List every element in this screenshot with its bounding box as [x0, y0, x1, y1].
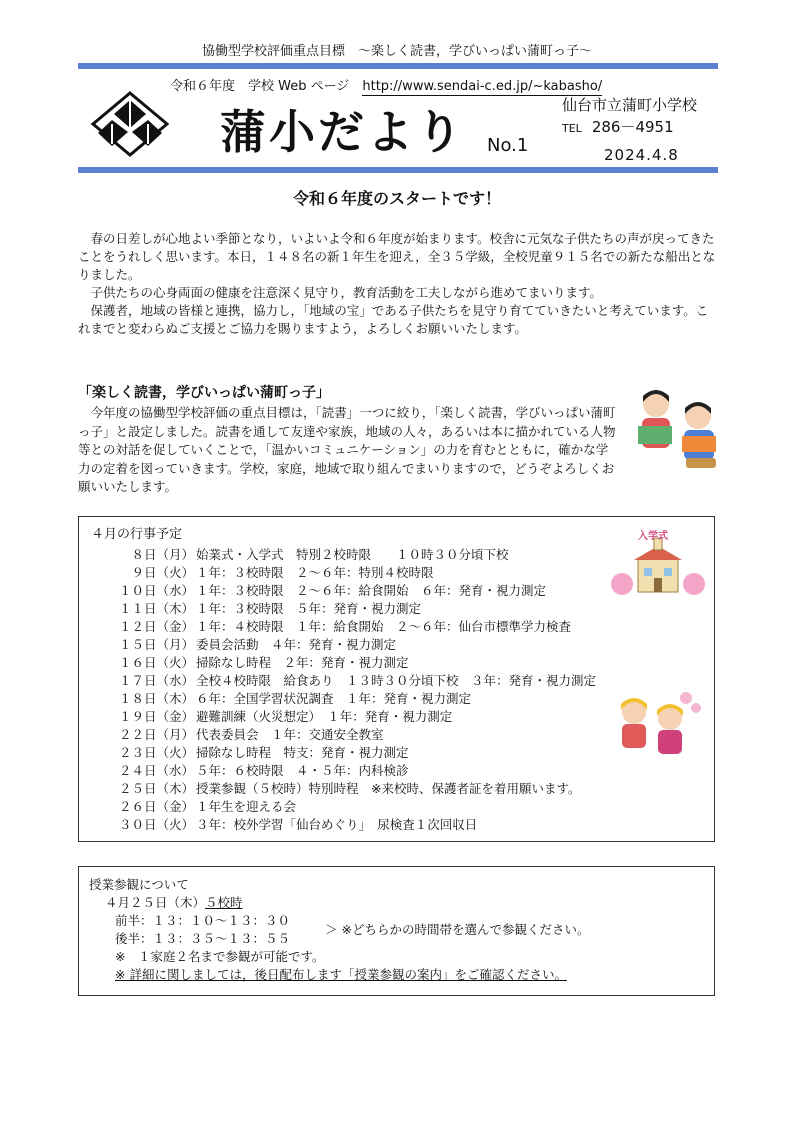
event-row: １１日（木） １年：３校時限 ５年：発育・視力測定 — [118, 601, 422, 616]
events-title: ４月の行事予定 — [91, 527, 183, 542]
event-row: ２２日（月） 代表委員会 １年：交通安全教室 — [118, 727, 384, 742]
main-heading: 令和６年度のスタートです！ — [292, 189, 501, 208]
event-row: １８日（木） ６年：全国学習状況調査 １年：発育・視力測定 — [118, 691, 472, 706]
children-reading-illustration — [628, 386, 728, 470]
intro-paragraph: 子供たちの心身両面の健康を注意深く見守り，教育活動を工夫しながら進めてまいります。 — [90, 285, 603, 300]
issue-date: 2024.4.8 — [604, 146, 679, 164]
entrance-ceremony-illustration — [608, 528, 708, 598]
intro-text — [78, 230, 718, 338]
school-logo — [90, 90, 170, 158]
issue-number: No.1 — [487, 135, 529, 156]
tel-label: TEL — [562, 122, 582, 135]
website-label: 令和６年度 学校 Web ページ — [170, 79, 363, 94]
newsletter-title: 蒲小だより — [220, 105, 465, 159]
visit-note-details: ※ 詳細に関しましては，後日配布します「授業参観の案内」をご確認ください。 — [115, 967, 567, 982]
event-row: １５日（月） 委員会活動 ４年：発育・視力測定 — [118, 637, 397, 652]
visit-choose-note: ＞ ※どちらかの時間帯を選んで参観ください。 — [325, 922, 590, 937]
event-row: ８日（月） 始業式・入学式 特別２校時限 １０時３０分頃下校 — [131, 547, 509, 562]
event-row: ２４日（水） ５年：６校時限 ４・５年：内科検診 — [118, 763, 409, 778]
event-row: １０日（水） １年：３校時限 ２～６年：給食開始 ６年：発育・視力測定 — [118, 583, 547, 598]
class-visit-box — [78, 866, 715, 996]
event-row: １６日（火） 掃除なし時程 ２年：発育・視力測定 — [118, 655, 409, 670]
header-rule-bottom — [78, 167, 718, 173]
header-rule-top — [78, 63, 718, 69]
event-row: １７日（水） 全校４校時限 給食あり １３時３０分頃下校 ３年：発育・視力測定 — [118, 673, 597, 688]
event-row: ３０日（火） ３年：校外学習「仙台めぐり」 尿検査１次回収日 — [118, 817, 478, 832]
visit-date: ４月２５日（木）５校時 — [105, 895, 243, 910]
event-row: １２日（金） １年：４校時限 １年：給食開始 ２～６年：仙台市標準学力検査 — [118, 619, 572, 634]
visit-second-half: 後半：１３：３５～１３：５５ — [115, 931, 291, 946]
school-phone — [562, 116, 674, 137]
website-url[interactable]: http://www.sendai-c.ed.jp/~kabasho/ — [362, 79, 603, 94]
event-row: １９日（金） 避難訓練（火災想定） １年：発育・視力測定 — [118, 709, 453, 724]
school-motto: 協働型学校評価重点目標 ～楽しく読書，学びいっぱい蒲町っ子～ — [201, 44, 592, 59]
ceremony-badge: 入学式 — [638, 531, 668, 542]
visit-first-half: 前半：１３：１０～１３：３０ — [115, 913, 291, 928]
visit-note-limit: ※ １家庭２名まで参観が可能です。 — [115, 949, 325, 964]
website-line — [170, 75, 602, 96]
section-title: 「楽しく読書，学びいっぱい蒲町っ子」 — [78, 385, 330, 401]
event-row: ２３日（火） 掃除なし時程 特支：発育・視力測定 — [118, 745, 409, 760]
section-paragraph: 今年度の協働型学校評価の重点目標は，「読書」一つに絞り，「楽しく読書，学びいっぱい蒲町っ子」と設定しました。読書を通して友達や家族，地域の人々，あるいは本に描かれている人物等との対話を促していくことで，「温かいコミュニケーション」の力を育むとともに，確かな学力の定着を図っていきます。学校，家庭，地域で取り組んでまいりますので，どうぞよろしくお願いいたします。 — [78, 405, 616, 494]
event-row: ２５日（木） 授業参観（５校時）特別時程 ※来校時、保護者証を着用願います。 — [118, 781, 581, 796]
tel-number: 286－4951 — [591, 118, 674, 136]
event-row: ９日（火） １年：３校時限 ２～６年：特別４校時限 — [131, 565, 434, 580]
intro-paragraph: 春の日差しが心地よい季節となり，いよいよ令和６年度が始まります。校舎に元気な子供たちの声が戻ってきたことをうれしく思います。本日，１４８名の新１年生を迎え，全３５学級，全校児童９１５名での新たな船出となりました。 — [78, 231, 716, 282]
children-school-illustration — [608, 688, 704, 758]
visit-title: 授業参観について — [89, 877, 189, 892]
school-name: 仙台市立蒲町小学校 — [562, 96, 698, 114]
event-row: ２６日（金） １年生を迎える会 — [118, 799, 297, 814]
intro-paragraph: 保護者，地域の皆様と連携，協力し，「地域の宝」である子供たちを見守り育てていきたいと考えています。これまでと変わらぬご支援とご協力を賜りますよう，よろしくお願いいたします。 — [78, 303, 709, 336]
section-text — [78, 404, 618, 497]
